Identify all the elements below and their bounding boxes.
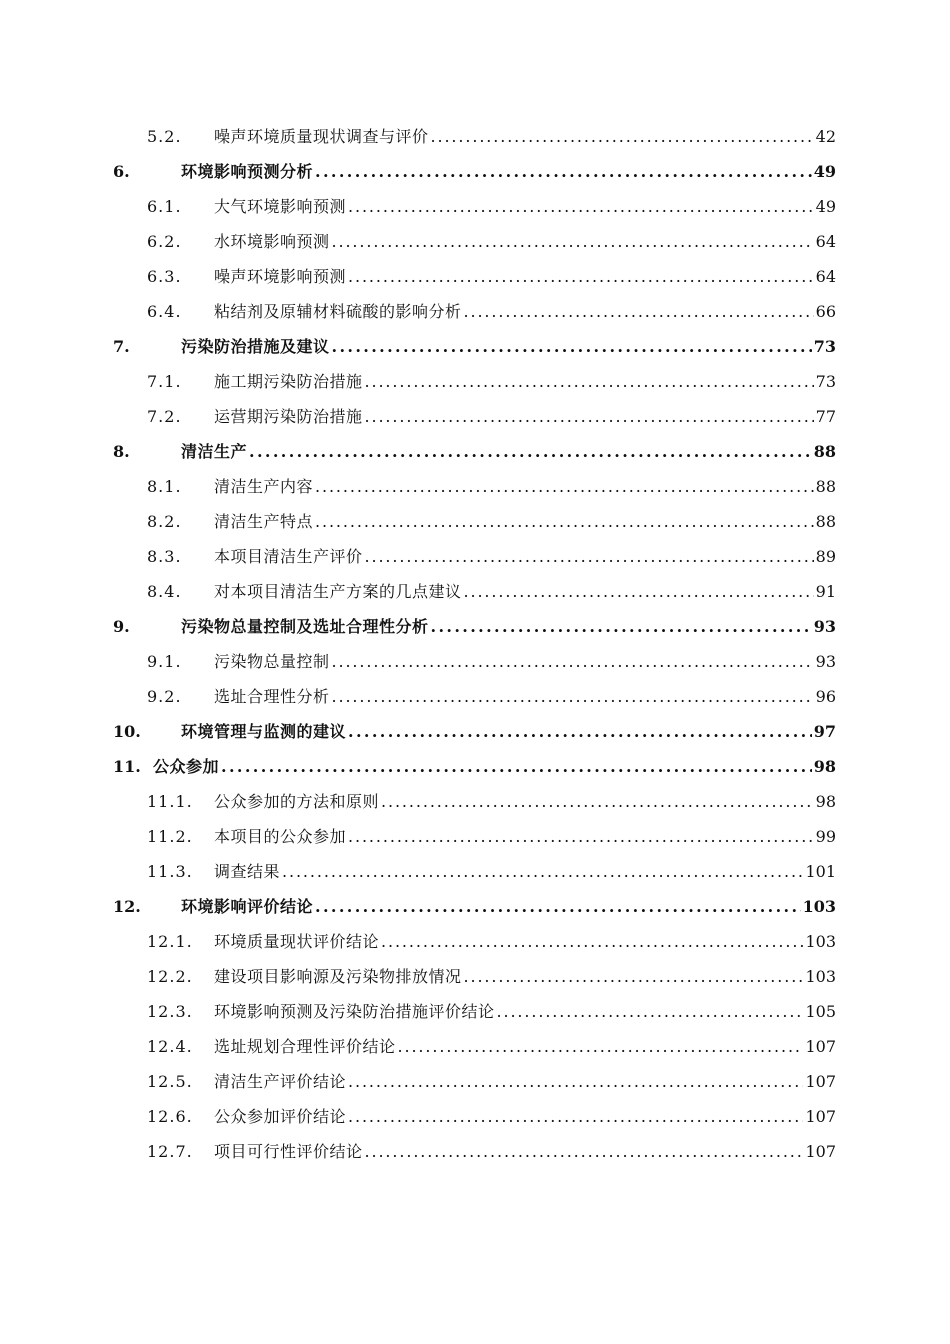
toc-section-entry[interactable] [0,574,950,609]
toc-entry-number: 12.1. [147,932,193,951]
toc-dot-leader [332,679,814,714]
toc-dot-leader [398,1029,804,1064]
toc-section-entry[interactable] [0,679,950,714]
toc-entry-number: 9. [113,617,130,636]
toc-section-entry[interactable] [0,364,950,399]
toc-entry-number: 12.3. [147,1002,193,1021]
toc-page-number: 88 [815,477,836,496]
toc-dot-leader [464,959,804,994]
toc-entry-title: 粘结剂及原辅材料硫酸的影响分析 [214,302,462,321]
toc-page-number: 101 [805,862,836,881]
toc-entry-title: 水环境影响预测 [214,232,330,251]
toc-page-number: 91 [815,582,836,601]
toc-entry-title: 本项目的公众参加 [214,827,347,846]
toc-entry-number: 8. [113,442,130,461]
toc-page-number: 93 [815,652,836,671]
toc-page-number: 89 [815,547,836,566]
toc-entry-title: 环境质量现状评价结论 [214,932,380,951]
toc-dot-leader [348,1064,803,1099]
toc-dot-leader [332,224,814,259]
toc-entry-number: 12. [113,897,141,916]
toc-dot-leader [348,189,814,224]
toc-page-number: 93 [813,617,836,636]
toc-chapter-entry[interactable] [0,434,950,469]
toc-section-entry[interactable] [0,994,950,1029]
toc-entry-title: 环境管理与监测的建议 [181,722,347,741]
toc-dot-leader [348,714,812,749]
toc-entry-title: 施工期污染防治措施 [214,372,363,391]
toc-section-entry[interactable] [0,189,950,224]
toc-entry-number: 11.2. [147,827,193,846]
toc-entry-number: 10. [113,722,141,741]
toc-entry-number: 9.1. [147,652,182,671]
toc-dot-leader [249,434,812,469]
toc-dot-leader [464,574,814,609]
toc-section-entry[interactable] [0,259,950,294]
toc-entry-number: 5.2. [147,127,182,146]
toc-entry-title: 清洁生产特点 [214,512,314,531]
toc-section-entry[interactable] [0,854,950,889]
toc-page-number: 88 [813,442,836,461]
toc-dot-leader [282,854,803,889]
toc-entry-title: 噪声环境影响预测 [214,267,347,286]
toc-page-number: 97 [813,722,836,741]
toc-chapter-entry[interactable] [0,749,950,784]
toc-entry-title: 选址合理性分析 [214,687,330,706]
toc-section-entry[interactable] [0,119,950,154]
toc-dot-leader [348,819,814,854]
toc-section-entry[interactable] [0,959,950,994]
toc-page-number: 96 [815,687,836,706]
toc-section-entry[interactable] [0,819,950,854]
toc-dot-leader [315,154,812,189]
toc-dot-leader [332,329,812,364]
toc-entry-title: 本项目清洁生产评价 [214,547,363,566]
toc-dot-leader [381,784,814,819]
toc-entry-title: 噪声环境质量现状调查与评价 [214,127,429,146]
toc-entry-title: 环境影响预测及污染防治措施评价结论 [214,1002,495,1021]
toc-page-number: 103 [805,967,836,986]
toc-chapter-entry[interactable] [0,609,950,644]
toc-section-entry[interactable] [0,539,950,574]
toc-entry-number: 6.3. [147,267,182,286]
toc-section-entry[interactable] [0,469,950,504]
toc-page-number: 73 [813,337,836,356]
toc-page-number: 66 [815,302,836,321]
toc-dot-leader [464,294,814,329]
toc-page-number: 107 [805,1072,836,1091]
toc-entry-title: 清洁生产评价结论 [214,1072,347,1091]
toc-dot-leader [348,259,814,294]
toc-entry-title: 运营期污染防治措施 [214,407,363,426]
toc-page-number: 99 [815,827,836,846]
toc-chapter-entry[interactable] [0,889,950,924]
toc-page-number: 49 [815,197,836,216]
toc-page-number: 107 [805,1037,836,1056]
toc-dot-leader [497,994,804,1029]
toc-dot-leader [431,119,814,154]
toc-dot-leader [365,399,814,434]
toc-chapter-entry[interactable] [0,154,950,189]
toc-page-number: 103 [805,932,836,951]
toc-entry-number: 7. [113,337,130,356]
toc-section-entry[interactable] [0,784,950,819]
toc-entry-number: 11.3. [147,862,193,881]
toc-section-entry[interactable] [0,1099,950,1134]
toc-entry-number: 6.4. [147,302,182,321]
toc-section-entry[interactable] [0,294,950,329]
toc-entry-number: 9.2. [147,687,182,706]
toc-dot-leader [365,539,814,574]
toc-entry-title: 清洁生产 [181,442,248,461]
toc-page-number: 49 [813,162,836,181]
toc-page-number: 73 [815,372,836,391]
toc-entry-number: 8.3. [147,547,182,566]
toc-chapter-entry[interactable] [0,329,950,364]
toc-entry-number: 8.2. [147,512,182,531]
toc-entry-title: 环境影响预测分析 [181,162,314,181]
toc-dot-leader [348,1099,803,1134]
toc-entry-number: 8.4. [147,582,182,601]
toc-entry-number: 6.2. [147,232,182,251]
toc-dot-leader [365,364,814,399]
toc-entry-title: 项目可行性评价结论 [214,1142,363,1161]
toc-entry-number: 8.1. [147,477,182,496]
toc-dot-leader [315,504,814,539]
toc-entry-number: 12.6. [147,1107,193,1126]
toc-page-number: 107 [805,1107,836,1126]
toc-dot-leader [315,889,801,924]
toc-entry-title: 清洁生产内容 [214,477,314,496]
toc-page-number: 88 [815,512,836,531]
toc-entry-number: 12.5. [147,1072,193,1091]
toc-section-entry[interactable] [0,399,950,434]
toc-entry-number: 12.2. [147,967,193,986]
toc-dot-leader [221,749,812,784]
toc-page-number: 107 [805,1142,836,1161]
toc-dot-leader [315,469,814,504]
toc-page-number: 103 [802,897,836,916]
toc-page-number: 98 [815,792,836,811]
toc-entry-number: 11. [113,757,141,776]
toc-page-number: 105 [805,1002,836,1021]
toc-entry-title: 建设项目影响源及污染物排放情况 [214,967,462,986]
toc-entry-number: 12.4. [147,1037,193,1056]
toc-section-entry[interactable] [0,224,950,259]
toc-section-entry[interactable] [0,644,950,679]
toc-dot-leader [431,609,812,644]
toc-entry-title: 公众参加 [153,757,220,776]
toc-entry-title: 调查结果 [214,862,281,881]
toc-entry-number: 7.1. [147,372,182,391]
toc-section-entry[interactable] [0,504,950,539]
table-of-contents [0,119,950,1169]
toc-entry-number: 7.2. [147,407,182,426]
toc-entry-title: 对本项目清洁生产方案的几点建议 [214,582,462,601]
toc-section-entry[interactable] [0,1134,950,1169]
toc-entry-number: 12.7. [147,1142,193,1161]
toc-dot-leader [332,644,814,679]
toc-entry-number: 6. [113,162,130,181]
toc-dot-leader [365,1134,804,1169]
toc-section-entry[interactable] [0,1064,950,1099]
toc-entry-title: 公众参加评价结论 [214,1107,347,1126]
toc-page-number: 98 [813,757,836,776]
toc-entry-title: 公众参加的方法和原则 [214,792,380,811]
toc-entry-title: 污染物总量控制及选址合理性分析 [181,617,429,636]
toc-entry-title: 选址规划合理性评价结论 [214,1037,396,1056]
toc-entry-title: 污染防治措施及建议 [181,337,330,356]
toc-page-number: 64 [815,232,836,251]
toc-entry-number: 6.1. [147,197,182,216]
toc-page-number: 42 [815,127,836,146]
toc-entry-number: 11.1. [147,792,193,811]
toc-entry-title: 污染物总量控制 [214,652,330,671]
toc-section-entry[interactable] [0,924,950,959]
toc-page-number: 64 [815,267,836,286]
toc-chapter-entry[interactable] [0,714,950,749]
toc-dot-leader [381,924,803,959]
toc-section-entry[interactable] [0,1029,950,1064]
toc-page-number: 77 [815,407,836,426]
toc-entry-title: 环境影响评价结论 [181,897,314,916]
toc-entry-title: 大气环境影响预测 [214,197,347,216]
